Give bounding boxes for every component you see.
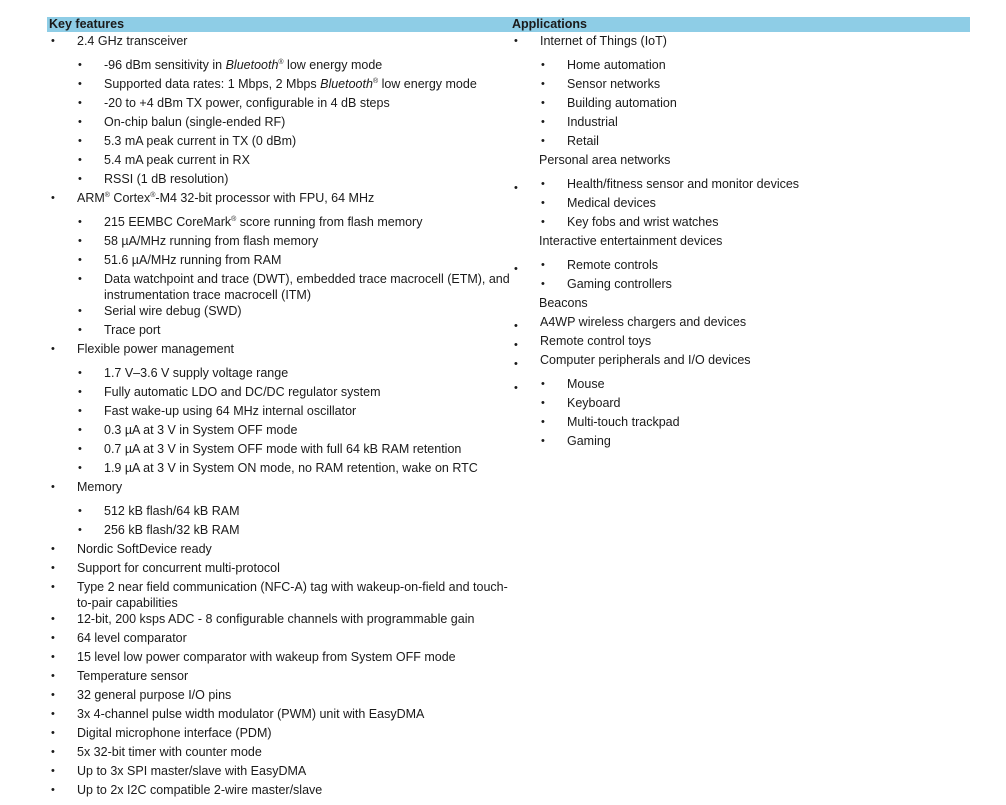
bullet-icon: • — [514, 358, 518, 370]
bullet-icon: • — [541, 378, 545, 390]
feature-item-text: 32 general purpose I/O pins — [77, 688, 232, 702]
feature-item-text: Fast wake-up using 64 MHz internal oscillator — [104, 404, 357, 418]
feature-item-text: -96 dBm sensitivity in Bluetooth® low energy mode — [104, 58, 383, 72]
feature-item — [47, 687, 517, 706]
application-item — [510, 333, 950, 352]
application-item — [510, 376, 950, 395]
application-item-text: Internet of Things (IoT) — [540, 34, 667, 48]
bullet-icon: • — [51, 543, 55, 555]
feature-item-text: 1.7 V–3.6 V supply voltage range — [104, 366, 289, 380]
feature-item-text: 64 level comparator — [77, 631, 187, 645]
feature-item-text: Trace port — [104, 323, 161, 337]
bullet-icon: • — [541, 135, 545, 147]
feature-item-text: 215 EEMBC CoreMark® score running from flash memory — [104, 215, 423, 229]
feature-item-text: 12-bit, 200 ksps ADC - 8 configurable channels with programmable gain — [77, 612, 475, 626]
feature-item-text: Digital microphone interface (PDM) — [77, 726, 272, 740]
feature-item-text: Fully automatic LDO and DC/DC regulator system — [104, 385, 381, 399]
bullet-icon: • — [78, 424, 82, 436]
bullet-icon: • — [541, 278, 545, 290]
feature-item — [47, 152, 517, 171]
application-item — [510, 257, 950, 276]
application-item-text: Interactive entertainment devices — [539, 234, 723, 248]
feature-item-text: Support for concurrent multi-protocol — [77, 561, 280, 575]
feature-item — [47, 579, 517, 611]
feature-item — [47, 560, 517, 579]
bullet-icon: • — [78, 173, 82, 185]
bullet-icon: • — [51, 562, 55, 574]
applications-heading: Applications — [512, 17, 588, 31]
feature-item — [47, 441, 517, 460]
bullet-icon: • — [514, 35, 518, 47]
application-item-text: Gaming — [567, 434, 611, 448]
application-item-text: Multi-touch trackpad — [567, 415, 680, 429]
feature-item-text: 58 µA/MHz running from flash memory — [104, 234, 319, 248]
application-item — [510, 57, 950, 76]
feature-item — [47, 322, 517, 341]
bullet-icon: • — [78, 254, 82, 266]
bullet-icon: • — [51, 192, 55, 204]
feature-item-text: 512 kB flash/64 kB RAM — [104, 504, 240, 518]
application-item-text: Industrial — [567, 115, 618, 129]
feature-item — [47, 649, 517, 668]
feature-item-text: Serial wire debug (SWD) — [104, 304, 242, 318]
feature-item — [47, 95, 517, 114]
feature-item — [47, 503, 517, 522]
application-item-text: Remote control toys — [540, 334, 652, 348]
application-item-text: Home automation — [567, 58, 666, 72]
application-item-text: Computer peripherals and I/O devices — [540, 353, 751, 367]
bullet-icon: • — [78, 324, 82, 336]
feature-item — [47, 611, 517, 630]
feature-item — [47, 57, 517, 76]
bullet-icon: • — [78, 505, 82, 517]
feature-item — [47, 252, 517, 271]
feature-item — [47, 782, 517, 801]
feature-item — [47, 341, 517, 360]
feature-item — [47, 133, 517, 152]
bullet-icon: • — [51, 784, 55, 796]
bullet-icon: • — [51, 613, 55, 625]
bullet-icon: • — [541, 59, 545, 71]
application-item — [510, 76, 950, 95]
feature-item-text: 51.6 µA/MHz running from RAM — [104, 253, 282, 267]
application-item — [510, 195, 950, 214]
bullet-icon: • — [541, 97, 545, 109]
feature-item-text: Data watchpoint and trace (DWT), embedded trace macrocell (ETM), and instrumentation trace macrocell (ITM) — [104, 272, 510, 302]
application-item-text: Building automation — [567, 96, 677, 110]
applications-list — [510, 33, 950, 452]
feature-item-text: Memory — [77, 480, 123, 494]
application-item — [510, 276, 950, 295]
feature-item — [47, 541, 517, 560]
application-item — [510, 295, 950, 314]
application-item — [510, 33, 950, 52]
bullet-icon: • — [78, 367, 82, 379]
application-item-text: Retail — [567, 134, 599, 148]
bullet-icon: • — [78, 305, 82, 317]
bullet-icon: • — [51, 343, 55, 355]
feature-item-text: 3x 4-channel pulse width modulator (PWM) unit with EasyDMA — [77, 707, 425, 721]
feature-item-text: Nordic SoftDevice ready — [77, 542, 212, 556]
bullet-icon: • — [541, 397, 545, 409]
bullet-icon: • — [51, 689, 55, 701]
bullet-icon: • — [51, 35, 55, 47]
feature-item — [47, 725, 517, 744]
bullet-icon: • — [541, 197, 545, 209]
bullet-icon: • — [514, 382, 518, 394]
bullet-icon: • — [51, 670, 55, 682]
application-item — [510, 233, 950, 252]
feature-item-text: Up to 3x SPI master/slave with EasyDMA — [77, 764, 307, 778]
bullet-icon: • — [514, 263, 518, 275]
feature-item-text: 256 kB flash/32 kB RAM — [104, 523, 240, 537]
feature-item — [47, 422, 517, 441]
feature-item — [47, 763, 517, 782]
feature-item — [47, 214, 517, 233]
feature-item — [47, 171, 517, 190]
key-features-list — [47, 33, 517, 801]
application-item-text: Key fobs and wrist watches — [567, 215, 719, 229]
bullet-icon: • — [51, 481, 55, 493]
bullet-icon: • — [78, 97, 82, 109]
application-item — [510, 133, 950, 152]
feature-item — [47, 522, 517, 541]
feature-item-text: -20 to +4 dBm TX power, configurable in 4 dB steps — [104, 96, 390, 110]
bullet-icon: • — [78, 443, 82, 455]
application-item-text: Gaming controllers — [567, 277, 672, 291]
bullet-icon: • — [78, 154, 82, 166]
bullet-icon: • — [541, 116, 545, 128]
feature-item-text: ARM® Cortex®-M4 32-bit processor with FPU, 64 MHz — [77, 191, 375, 205]
bullet-icon: • — [78, 386, 82, 398]
bullet-icon: • — [514, 320, 518, 332]
feature-item — [47, 460, 517, 479]
section-header-bar — [47, 17, 970, 32]
feature-item-text: Up to 2x I2C compatible 2-wire master/slave — [77, 783, 323, 797]
feature-item-text: Type 2 near field communication (NFC-A) tag with wakeup-on-field and touch-to-pair capabilities — [77, 580, 508, 610]
feature-item-text: 2.4 GHz transceiver — [77, 34, 188, 48]
bullet-icon: • — [541, 416, 545, 428]
feature-item — [47, 479, 517, 498]
application-item — [510, 314, 950, 333]
application-item-text: Mouse — [567, 377, 605, 391]
feature-item — [47, 33, 517, 52]
feature-item — [47, 630, 517, 649]
bullet-icon: • — [78, 405, 82, 417]
bullet-icon: • — [51, 632, 55, 644]
feature-item — [47, 271, 517, 303]
feature-item-text: On-chip balun (single-ended RF) — [104, 115, 286, 129]
feature-item — [47, 190, 517, 209]
feature-item — [47, 76, 517, 95]
key-features-heading: Key features — [49, 17, 125, 31]
bullet-icon: • — [541, 259, 545, 271]
application-item — [510, 414, 950, 433]
application-item-text: Health/fitness sensor and monitor devices — [567, 177, 800, 191]
application-item — [510, 214, 950, 233]
bullet-icon: • — [541, 78, 545, 90]
feature-item — [47, 114, 517, 133]
application-item-text: Beacons — [539, 296, 588, 310]
bullet-icon: • — [78, 116, 82, 128]
application-item — [510, 433, 950, 452]
bullet-icon: • — [51, 765, 55, 777]
bullet-icon: • — [541, 178, 545, 190]
application-item-text: A4WP wireless chargers and devices — [540, 315, 747, 329]
application-item — [510, 395, 950, 414]
feature-item-text: 0.7 µA at 3 V in System OFF mode with full 64 kB RAM retention — [104, 442, 462, 456]
feature-item — [47, 384, 517, 403]
feature-item-text: 0.3 µA at 3 V in System OFF mode — [104, 423, 298, 437]
feature-item-text: Supported data rates: 1 Mbps, 2 Mbps Bluetooth® low energy mode — [104, 77, 477, 91]
feature-item-text: 5x 32-bit timer with counter mode — [77, 745, 262, 759]
feature-item-text: 5.3 mA peak current in TX (0 dBm) — [104, 134, 297, 148]
application-item — [510, 176, 950, 195]
application-item-text: Sensor networks — [567, 77, 661, 91]
bullet-icon: • — [78, 524, 82, 536]
feature-item — [47, 303, 517, 322]
bullet-icon: • — [541, 216, 545, 228]
feature-item — [47, 668, 517, 687]
feature-item-text: Temperature sensor — [77, 669, 189, 683]
bullet-icon: • — [541, 435, 545, 447]
feature-item — [47, 403, 517, 422]
bullet-icon: • — [514, 182, 518, 194]
application-item-text: Personal area networks — [539, 153, 671, 167]
application-item — [510, 352, 950, 371]
feature-item — [47, 233, 517, 252]
bullet-icon: • — [78, 135, 82, 147]
feature-item-text: 1.9 µA at 3 V in System ON mode, no RAM retention, wake on RTC — [104, 461, 478, 475]
feature-item-text: 15 level low power comparator with wakeup from System OFF mode — [77, 650, 456, 664]
application-item — [510, 114, 950, 133]
bullet-icon: • — [78, 235, 82, 247]
bullet-icon: • — [78, 462, 82, 474]
application-item-text: Remote controls — [567, 258, 659, 272]
application-item-text: Keyboard — [567, 396, 621, 410]
bullet-icon: • — [78, 216, 82, 228]
bullet-icon: • — [51, 727, 55, 739]
bullet-icon: • — [78, 78, 82, 90]
application-item — [510, 95, 950, 114]
feature-item-text: Flexible power management — [77, 342, 235, 356]
bullet-icon: • — [514, 339, 518, 351]
feature-item — [47, 365, 517, 384]
bullet-icon: • — [51, 708, 55, 720]
application-item — [510, 152, 950, 171]
feature-item-text: RSSI (1 dB resolution) — [104, 172, 229, 186]
bullet-icon: • — [78, 273, 82, 285]
bullet-icon: • — [78, 59, 82, 71]
application-item-text: Medical devices — [567, 196, 656, 210]
feature-item — [47, 744, 517, 763]
feature-item-text: 5.4 mA peak current in RX — [104, 153, 250, 167]
bullet-icon: • — [51, 746, 55, 758]
bullet-icon: • — [51, 651, 55, 663]
feature-item — [47, 706, 517, 725]
bullet-icon: • — [51, 581, 55, 593]
